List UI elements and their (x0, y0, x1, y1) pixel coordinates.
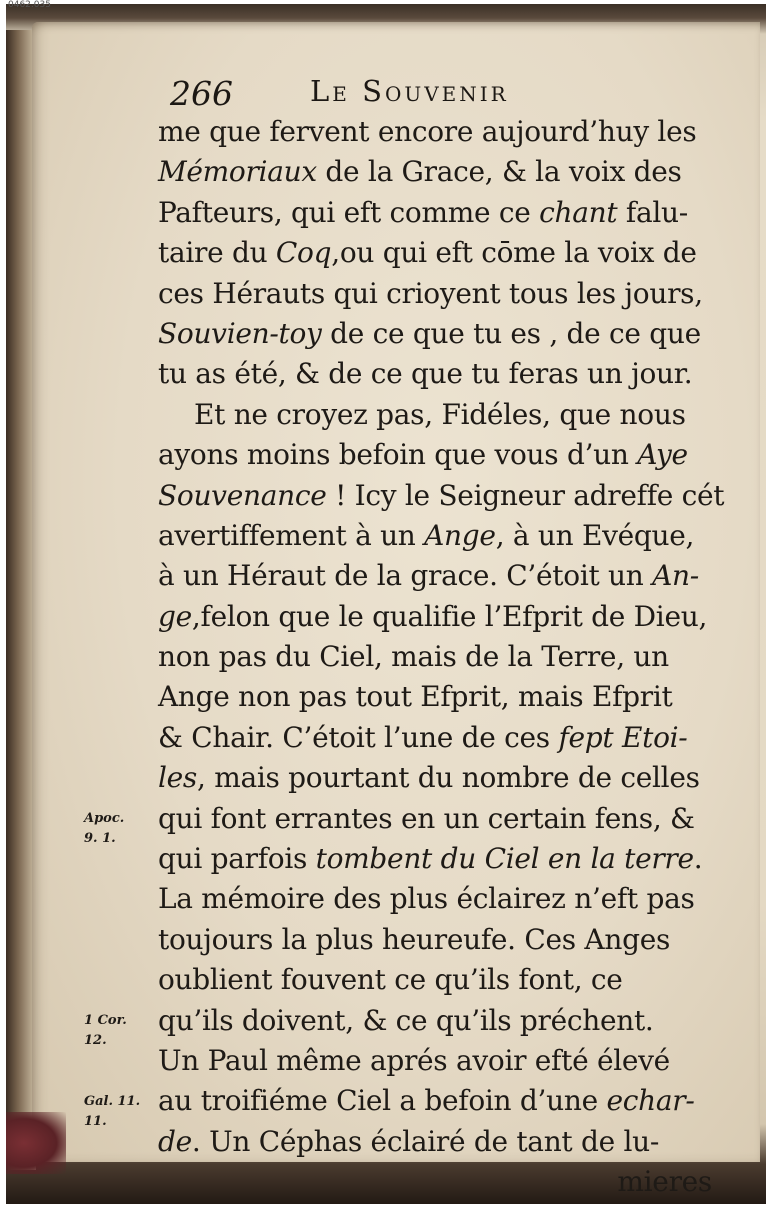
text-span: non pas du Ciel, mais de la Terre, un (158, 640, 669, 674)
text-line (158, 1081, 718, 1121)
text-line (158, 839, 718, 879)
text-span: oublient fouvent ce qu’ils font, ce (158, 963, 623, 997)
text-span: de ce que tu es , de ce que (321, 316, 701, 350)
text-line (158, 152, 718, 192)
text-line (158, 1162, 718, 1202)
text-span: falu- (617, 195, 688, 229)
margin-note: 1 Cor. (84, 1012, 127, 1028)
italic-span: Souvien-toy (158, 316, 322, 350)
margin-note: 12. (84, 1032, 107, 1048)
text-span: ces Hérauts qui crioyent tous les jours, (158, 276, 703, 310)
text-line (158, 1122, 718, 1162)
scan-id: 0462.035 (8, 0, 51, 10)
text-line (158, 920, 718, 960)
text-span: & Chair. C’étoit l’une de ces (158, 720, 559, 754)
text-line (158, 637, 718, 677)
text-line (158, 233, 718, 273)
text-span: avertiffement à un (158, 518, 425, 552)
text-span: . Un Céphas éclairé de tant de lu- (191, 1124, 660, 1158)
text-span: me que fervent encore aujourd’huy les (158, 115, 697, 148)
running-head: Le Souvenir (310, 74, 509, 108)
binding-stain (6, 1112, 66, 1174)
italic-span: ge (158, 599, 192, 633)
text-span: Pafteurs, qui eft comme ce (158, 195, 540, 229)
text-span: qui font errantes en un certain fens, & (158, 801, 695, 835)
italic-span: tombent du Ciel en la terre (315, 842, 694, 876)
text-line (158, 476, 725, 516)
margin-note: Apoc. (84, 810, 125, 826)
italic-span: de (158, 1124, 192, 1158)
margin-note: 9. 1. (84, 830, 116, 846)
text-span: à un Héraut de la grace. C’étoit un (158, 559, 653, 593)
italic-span: fept Etoi- (558, 720, 688, 754)
italic-span: An- (652, 559, 699, 593)
body-text (158, 112, 725, 1203)
text-span: qu’ils doivent, & ce qu’ils préchent. (158, 1003, 654, 1037)
text-line (158, 799, 718, 839)
text-line (158, 597, 718, 637)
italic-span: Coq (275, 236, 332, 270)
text-span: La mémoire des plus éclairez n’eft pas (158, 882, 695, 916)
text-span: de la Grace, & la voix des (316, 155, 682, 189)
text-line (158, 879, 718, 919)
text-span: au troifiéme Ciel a befoin d’une (158, 1084, 607, 1118)
text-line (158, 193, 718, 233)
text-line (158, 718, 718, 758)
margin-note: Gal. 11. (84, 1093, 141, 1109)
text-line (158, 758, 718, 798)
text-span: ayons moins befoin que vous d’un (158, 438, 638, 472)
italic-span: Mémoriaux (158, 155, 317, 189)
italic-span: echar- (606, 1084, 695, 1118)
text-span: ,ou qui eft cōme la voix de (331, 236, 697, 270)
text-span: ,felon que le qualifie l’Efprit de Dieu, (191, 599, 708, 633)
text-line (158, 1001, 718, 1041)
text-line (158, 435, 718, 475)
page-number: 266 (170, 74, 233, 113)
text-line (158, 354, 718, 394)
italic-span: Aye (637, 438, 688, 472)
text-line (158, 556, 718, 596)
text-span: Et ne croyez pas, Fidéles, que nous (194, 397, 686, 431)
page-header (170, 74, 730, 114)
italic-span: Souvenance (158, 478, 327, 512)
text-span: Un Paul même aprés avoir efté élevé (158, 1043, 670, 1077)
italic-span: les (158, 761, 197, 795)
text-line (158, 516, 718, 556)
text-line (158, 960, 718, 1000)
text-line (158, 1041, 718, 1081)
margin-note: 11. (84, 1113, 107, 1129)
text-line (158, 395, 718, 435)
text-span: ! Icy le Seigneur adreffe cét (326, 478, 725, 512)
text-span: qui parfois (158, 842, 316, 876)
italic-span: Ange (424, 518, 496, 552)
text-span: toujours la plus heureufe. Ces Anges (158, 922, 671, 956)
italic-span: chant (539, 195, 618, 229)
text-line (158, 677, 718, 717)
text-span: Ange non pas tout Efprit, mais Efprit (158, 680, 673, 714)
text-span: mieres (617, 1165, 712, 1199)
text-span: taire du (158, 236, 276, 270)
text-span: . (693, 842, 703, 876)
text-line (158, 112, 718, 152)
text-line (158, 314, 718, 354)
text-span: tu as été, & de ce que tu feras un jour. (158, 357, 693, 391)
text-span: , à un Evéque, (495, 518, 695, 552)
text-line (158, 274, 718, 314)
text-span: , mais pourtant du nombre de celles (197, 761, 700, 795)
